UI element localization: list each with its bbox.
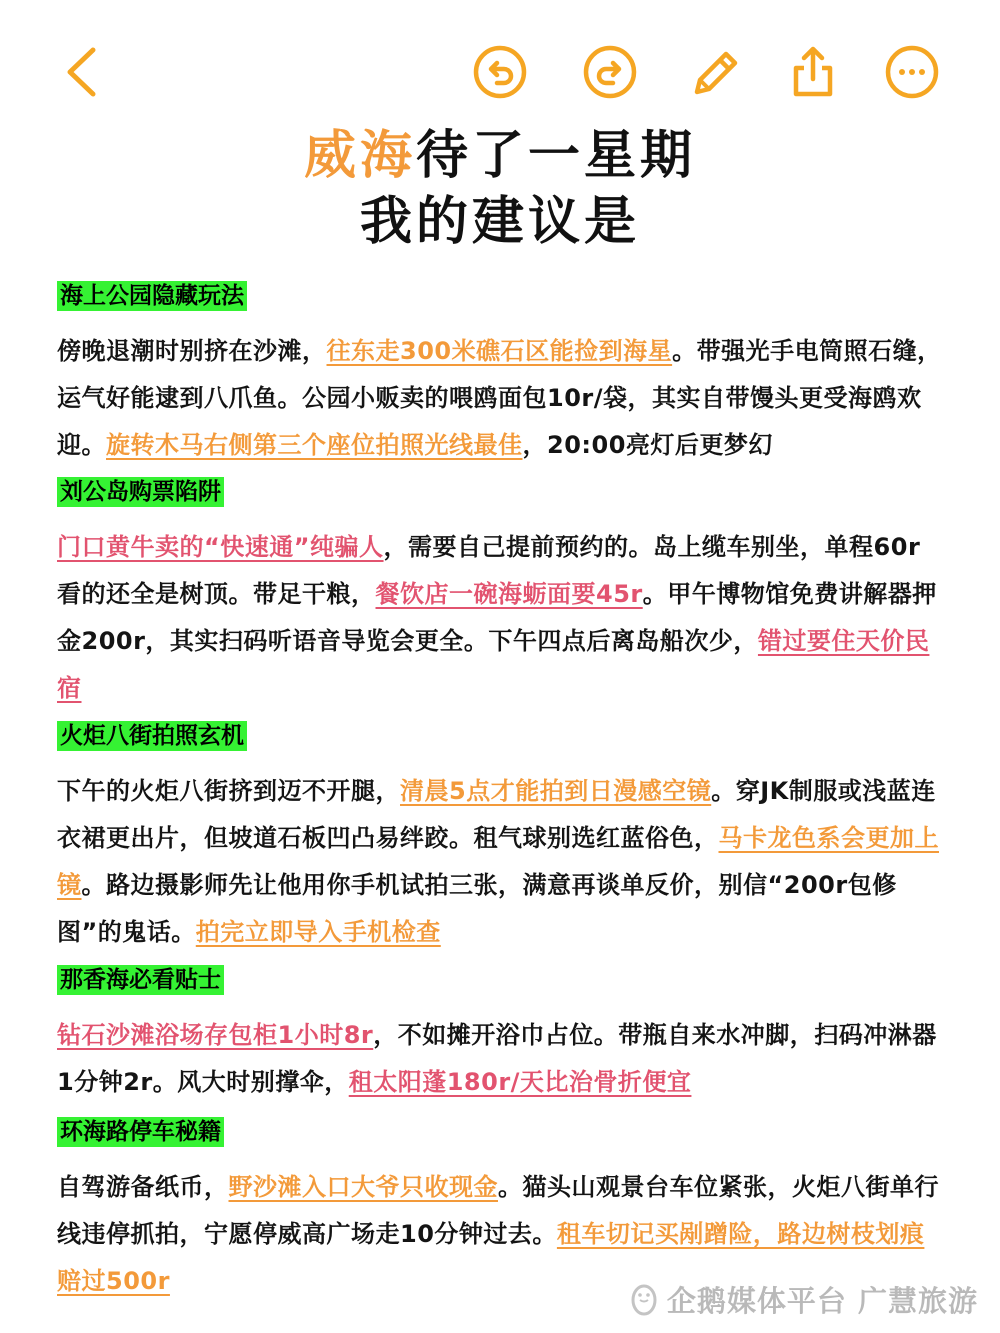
chevron-left-icon — [55, 42, 115, 102]
title-rest: 待了一星期 — [416, 126, 697, 186]
section-heading: 海上公园隐藏玩法 — [57, 281, 247, 311]
penguin-icon — [627, 1282, 661, 1316]
body-text: 下午的火炬八街挤到迈不开腿， — [57, 777, 400, 805]
highlight-tip: 拍完立即导入手机检查 — [195, 918, 441, 946]
section-liugong-island — [57, 477, 942, 712]
watermark — [627, 1279, 978, 1319]
share-icon — [783, 42, 843, 102]
body-text: 。路边摄影师先让他用你手机试拍三张，满意再谈单反价，别信“200r包修图”的鬼话。 — [57, 871, 897, 946]
more-button[interactable] — [882, 42, 942, 102]
page-title-line2: 我的建议是 — [359, 192, 640, 252]
body-text: ，需要自己提前预约的。岛上缆车别坐，单程60r看的还全是树顶。带足干粮， — [57, 533, 921, 608]
body-text: ，20:00亮灯后更梦幻 — [522, 431, 773, 459]
body-text: 。甲午博物馆免费讲解器押金200r，其实扫码听语音导览会更全。下午四点后离岛船次少， — [57, 580, 937, 655]
highlight-tip: 往东走300米礁石区能捡到海星 — [326, 337, 673, 365]
highlight-tip: 野沙滩入口大爷只收现金 — [228, 1173, 498, 1201]
highlight-tip: 租车切记买剐蹭险，路边树枝划痕赔过500r — [57, 1220, 925, 1295]
section-body — [57, 1012, 942, 1106]
share-button[interactable] — [783, 42, 843, 102]
section-parking — [57, 1117, 942, 1305]
highlight-tip: 清晨5点才能拍到日漫感空镜 — [400, 777, 712, 805]
undo-button[interactable] — [470, 42, 530, 102]
warning-tip: 门口黄牛卖的“快速通”纯骗人 — [57, 533, 384, 561]
title-accent: 威海 — [303, 126, 416, 186]
warning-tip: 错过要住天价民宿 — [57, 627, 930, 702]
section-body — [57, 768, 942, 956]
section-body — [57, 328, 942, 469]
body-text: 。带强光手电筒照石缝，运气好能逮到八爪鱼。公园小贩卖的喂鸥面包10r/袋，其实自带馒头更受海鸥欢迎。 — [57, 337, 942, 459]
edit-button[interactable] — [685, 42, 745, 102]
warning-tip: 租太阳蓬180r/天比治骨折便宜 — [348, 1068, 692, 1096]
section-heading: 环海路停车秘籍 — [57, 1117, 224, 1147]
section-body — [57, 524, 942, 712]
section-sea-park — [57, 281, 942, 469]
body-text: 傍晚退潮时别挤在沙滩， — [57, 337, 327, 365]
watermark-text: 企鹅媒体平台 广慧旅游 — [666, 1283, 978, 1318]
section-naxiang-sea — [57, 965, 942, 1106]
highlight-tip: 马卡龙色系会更加上镜 — [57, 824, 939, 899]
warning-tip: 钻石沙滩浴场存包柜1小时8r — [57, 1021, 374, 1049]
warning-tip: 餐饮店一碗海蛎面要45r — [375, 580, 643, 608]
section-heading: 刘公岛购票陷阱 — [57, 477, 224, 507]
more-icon — [882, 42, 942, 102]
body-text: 。猫头山观景台车位紧张，火炬八街单行线违停抓拍，宁愿停威高广场走10分钟过去。 — [57, 1173, 939, 1248]
page-title-line1 — [0, 124, 1000, 188]
pencil-icon — [685, 42, 745, 102]
redo-icon — [580, 42, 640, 102]
section-heading: 那香海必看贴士 — [57, 965, 224, 995]
undo-icon — [470, 42, 530, 102]
body-text: 。穿JK制服或浅蓝连衣裙更出片，但坡道石板凹凸易绊跤。租气球别选红蓝俗色， — [57, 777, 936, 852]
redo-button[interactable] — [580, 42, 640, 102]
section-heading: 火炬八街拍照玄机 — [57, 721, 247, 751]
section-torch-street — [57, 721, 942, 956]
body-text: ，不如摊开浴巾占位。带瓶自来水冲脚，扫码冲淋器1分钟2r。风大时别撑伞， — [57, 1021, 937, 1096]
back-button[interactable] — [55, 42, 115, 102]
highlight-tip: 旋转木马右侧第三个座位拍照光线最佳 — [106, 431, 523, 459]
body-text: 自驾游备纸币， — [57, 1173, 229, 1201]
toolbar — [0, 0, 1000, 140]
